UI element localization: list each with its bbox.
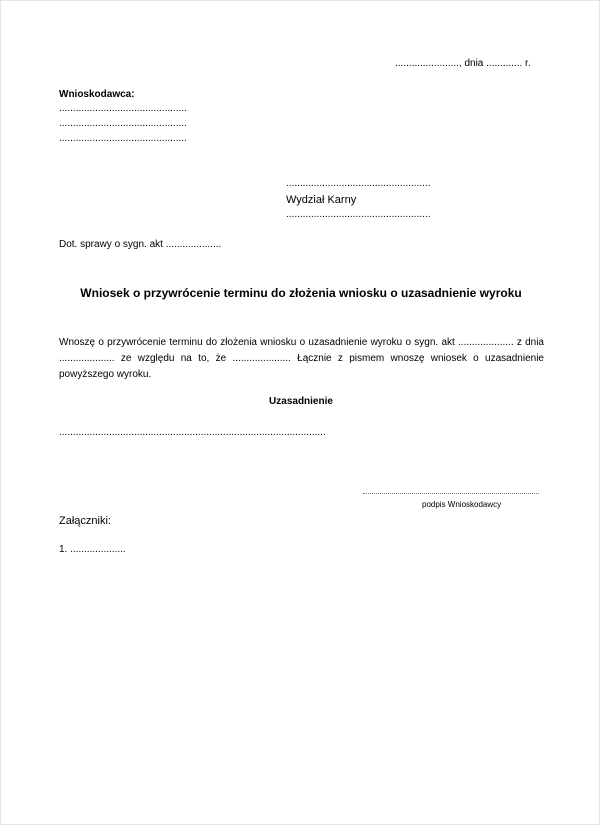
court-department: Wydział Karny xyxy=(286,194,357,206)
attachments-label: Załączniki: xyxy=(59,515,111,527)
applicant-label: Wnioskodawca: xyxy=(59,89,135,100)
justification-line: ................................................................................................ xyxy=(59,427,326,438)
applicant-line-1: .............................................. xyxy=(59,103,187,114)
justification-heading: Uzasadnienie xyxy=(269,396,333,407)
attachment-item-1: 1. .................... xyxy=(59,544,126,555)
signature-line xyxy=(363,493,539,494)
place-and-date-line: ......................., dnia ............. r. xyxy=(395,58,531,69)
court-name-line: .................................................... xyxy=(286,178,431,189)
request-paragraph: Wnoszę o przywrócenie terminu do złożenia wniosku o uzasadnienie wyroku o sygn. akt .................... z dnia .................... ze względu na to, że ..................... Łącznie z pismem wnoszę wniosek o uzasadnienie powyższego wyroku. xyxy=(59,337,544,380)
case-reference: Dot. sprawy o sygn. akt .................... xyxy=(59,239,222,250)
signature-label: podpis Wnioskodawcy xyxy=(422,500,502,509)
applicant-line-3: .............................................. xyxy=(59,133,187,144)
document-title: Wniosek o przywrócenie terminu do złożenia wniosku o uzasadnienie wyroku xyxy=(80,286,522,300)
applicant-line-2: .............................................. xyxy=(59,118,187,129)
court-address-line: .................................................... xyxy=(286,209,431,220)
